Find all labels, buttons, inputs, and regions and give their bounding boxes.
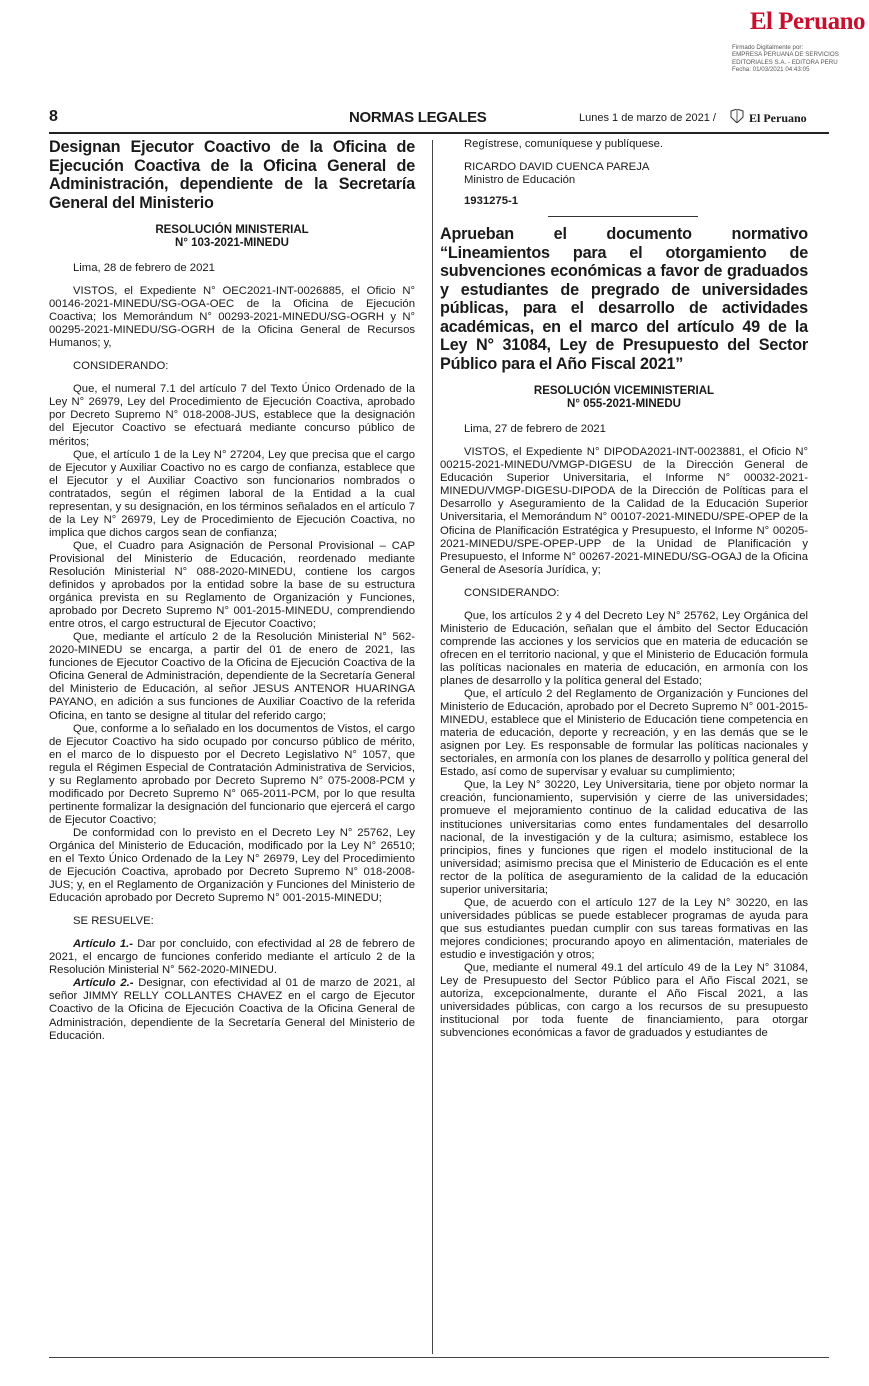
resolution-type: RESOLUCIÓN VICEMINISTERIAL xyxy=(533,385,715,398)
vistos-paragraph: VISTOS, el Expediente N° OEC2021-INT-0026885, el Oficio N° 00146-2021-MINEDU/SG-OGA-OEC de la Oficina de Ejecución Coactiva; los Memorándum N° 00293-2021-MINEDU/SG-OGRH y N° 00295-2021-MINEDU/SG-OGRH de la Oficina General de Recursos Humanos; y, xyxy=(49,285,415,350)
coat-of-arms-icon xyxy=(729,109,745,123)
article-2 xyxy=(49,977,415,1042)
signer-name: RICARDO DAVID CUENCA PAREJA xyxy=(464,161,650,174)
resolution-heading xyxy=(440,385,808,411)
left-column xyxy=(49,138,415,1043)
page-header xyxy=(49,108,829,130)
publication-code: 1931275-1 xyxy=(464,195,519,208)
signer-title: Ministro de Educación xyxy=(464,174,576,187)
body-paragraph: Que, la Ley N° 30220, Ley Universitaria, tiene por objeto normar la creación, funcionamiento, supervisión y cierre de las universidades; promueve el mejoramiento continuo de la calidad educativa de las instituciones universitarias como entes fundamentales del desarrollo nacional, de la investigación y de la cultura; asimismo, establece los principios, fines y funciones que rigen el modelo institucional de la universidad; asimismo precisa que el Ministerio de Educación es el ente rector de la política de aseguramiento de la calidad de la educación superior universitaria; xyxy=(440,779,808,896)
body-paragraph: Que, el artículo 1 de la Ley N° 27204, Ley que precisa que el cargo de Ejecutor y Auxiliar Coactivo no es cargo de confianza, establece que el Ejecutor y el Auxiliar Coactivo son funcionarios nombrados o contratados, según el régimen laboral de la Entidad a la cual representan, y su designación, en los términos señalados en el artículo 7 de la Ley N° 26979, Ley de Procedimiento de Ejecución Coactiva, no implica que dichos cargos sean de confianza; xyxy=(49,448,415,539)
considerando-heading: CONSIDERANDO: xyxy=(464,586,560,599)
body-paragraph: Que, conforme a lo señalado en los documentos de Vistos, el cargo de Ejecutor Coactivo ha sido ocupado por concurso público de mérito, en el marco de lo dispuesto por el Decreto Legislativo N° 1057, que regula el Régimen Especial de Contratación Administrativa de Servicios, y su Reglamento aprobado por Decreto Supremo N° 075-2008-PCM y modificado por Decreto Supremo N° 065-2011-PCM, por lo que resulta pertinente formalizar la designación del funcionario que ejercerá el cargo de Ejecutor Coactivo; xyxy=(49,722,415,826)
article-title: Aprueban el documento normativo “Lineamientos para el otorgamiento de subvenciones económicas a favor de graduados y estudiantes de pregrado de universidades públicas, para el desarrollo de actividades académicas, en el marco del artículo 49 de la Ley N° 31084, Ley de Presupuesto del Sector Público para el Año Fiscal 2021” xyxy=(440,225,808,373)
separator-rule xyxy=(548,216,698,217)
considerando-heading: CONSIDERANDO: xyxy=(73,360,169,373)
place-date: Lima, 28 de febrero de 2021 xyxy=(73,262,215,274)
closing-formula: Regístrese, comuníquese y publíquese. xyxy=(464,138,664,150)
column-divider xyxy=(432,140,433,1354)
body-paragraph: De conformidad con lo previsto en el Decreto Ley N° 25762, Ley Orgánica del Ministerio de Educación, modificado por la Ley N° 26510; en el Texto Único Ordenado de la Ley N° 26979, Ley del Procedimiento de Ejecución Coactiva, aprobado por Decreto Supremo N° 018-2008-JUS; y, en el Reglamento de Organización y Funciones del Ministerio de Educación aprobado por Decreto Supremo N° 001-2015-MINEDU; xyxy=(49,826,415,905)
signature-line: EMPRESA PERUANA DE SERVICIOS xyxy=(732,51,839,59)
article-title: Designan Ejecutor Coactivo de la Oficina de Ejecución Coactiva de la Oficina General de Administración, dependiente de la Secretaría General del Ministerio xyxy=(49,138,415,212)
signature-line: Firmado Digitalmente por: xyxy=(732,44,804,51)
resolution-number: N° 055-2021-MINEDU xyxy=(567,398,681,411)
header-rule xyxy=(49,132,829,134)
right-column xyxy=(440,138,808,1040)
header-publication: El Peruano xyxy=(749,111,807,125)
article-1-label: Artículo 1.- xyxy=(73,938,134,951)
body-paragraph: Que, mediante el artículo 2 de la Resolución Ministerial N° 562-2020-MINEDU se encarga, a partir del 01 de enero de 2021, las funciones de Ejecutor Coactivo de la Oficina de Ejecución Coactiva de la Oficina General de Administración, dependiente de la Secretaría General del Ministerio de Educación, al señor JESUS ANTENOR HUARINGA PAYANO, en adición a sus funciones de Auxiliar Coactivo de la referida Oficina, en tanto se designe al titular del referido cargo; xyxy=(49,631,415,722)
el-peruano-logo: El Peruano xyxy=(749,8,865,35)
place-date: Lima, 27 de febrero de 2021 xyxy=(464,423,606,436)
body-paragraph: Que, el Cuadro para Asignación de Personal Provisional – CAP Provisional del Ministerio de Educación, reordenado mediante Resolución Ministerial N° 088-2020-MINEDU, contiene los cargos definidos y aprobados por la entidad sobre la base de su estructura orgánica prevista en su Reglamento de Organización y Funciones, aprobado por Decreto Supremo N° 001-2015-MINEDU, comprendiendo entre otros, el cargo estructural de Ejecutor Coactivo; xyxy=(49,539,415,631)
resolution-heading xyxy=(49,224,415,250)
article-2-label: Artículo 2.- xyxy=(73,977,134,990)
vistos-paragraph: VISTOS, el Expediente N° DIPODA2021-INT-0023881, el Oficio N° 00215-2021-MINEDU/VMGP-DIGESU de la Dirección General de Educación Superior Universitaria, el Informe N° 00032-2021-MINEDU/VMGP-DIGESU-DIPODA de la Dirección de Políticas para el Desarrollo y Aseguramiento de la Calidad de la Educación Superior Universitaria, el Memorándum N° 00107-2021-MINEDU/SPE-OPEP de la Oficina de Planificación Estratégica y Presupuesto, el Informe N° 00205-2021-MINEDU/SPE-OPEP-UPP de la Unidad de Planificación y Presupuesto, el Informe N° 00267-2021-MINEDU/SG-OGAJ de la Oficina General de Asesoría Jurídica, y; xyxy=(440,446,808,576)
article-2-text: Designar, con efectividad al 01 de marzo de 2021, al señor JIMMY RELLY COLLANTES CHAVEZ en el cargo de Ejecutor Coactivo de la Oficina de Ejecución Coactiva de la Oficina General de Administración, dependiente de la Secretaría General del Ministerio de Educación. xyxy=(49,977,416,1042)
page-number: 8 xyxy=(49,108,58,125)
resolution-number: N° 103-2021-MINEDU xyxy=(175,237,289,249)
body-paragraph: Que, mediante el numeral 49.1 del artículo 49 de la Ley N° 31084, Ley de Presupuesto del Sector Público para el Año Fiscal 2021, se autoriza, excepcionalmente, durante el Año Fiscal 2021, a las universidades públicas, con cargo a los recursos de su presupuesto institucional por toda fuente de financiamiento, para otorgar subvenciones económicas a favor de graduados y estudiantes de xyxy=(440,962,808,1040)
digital-signature-block xyxy=(732,44,864,74)
body-paragraph: Que, de acuerdo con el artículo 127 de la Ley N° 30220, en las universidades públicas se puede establecer programas de ayuda para que sus estudiantes puedan cumplir con sus tareas formativas en las mejores condiciones; procurando apoyo en alimentación, materiales de estudio e investigación y otros; xyxy=(440,896,808,961)
signature-line: Fecha: 01/03/2021 04:43:05 xyxy=(732,66,810,74)
se-resuelve-heading: SE RESUELVE: xyxy=(73,915,154,928)
article-1 xyxy=(49,938,415,977)
signature-line: EDITORIALES S.A. - EDITORA PERU xyxy=(732,58,838,66)
article-1-text: Dar por concluido, con efectividad al 28 de febrero de 2021, el encargo de funciones conferido mediante el artículo 2 de la Resolución Ministerial N° 562-2020-MINEDU. xyxy=(49,938,416,977)
body-paragraph: Que, el artículo 2 del Reglamento de Organización y Funciones del Ministerio de Educación, aprobado por el Decreto Supremo N° 001-2015-MINEDU, establece que el Ministerio de Educación tiene competencia en materia de educación, deporte y recreación, y en las demás que se le asignen por Ley. Es responsable de formular las políticas nacionales y sectoriales, en armonía con los planes de desarrollo y política general del Estado, así como de supervisar y evaluar su cumplimiento; xyxy=(440,688,808,779)
footer-rule xyxy=(49,1357,829,1358)
section-title: NORMAS LEGALES xyxy=(349,109,487,126)
resolution-type: RESOLUCIÓN MINISTERIAL xyxy=(155,224,309,236)
body-paragraph: Que, el numeral 7.1 del artículo 7 del Texto Único Ordenado de la Ley N° 26979, Ley del Procedimiento de Ejecución Coactiva, aprobado por Decreto Supremo N° 018-2008-JUS, establece que la designación del Ejecutor Coactivo se efectuará mediante concurso público de méritos; xyxy=(49,383,415,448)
body-paragraph: Que, los artículos 2 y 4 del Decreto Ley N° 25762, Ley Orgánica del Ministerio de Educación, señalan que el ámbito del Sector Educación comprende las acciones y los servicios que en materia de educación se ofrecen en el territorio nacional, y que el Ministerio de Educación formula las políticas nacionales en materia de educación, en armonía con los planes de desarrollo y la política general del Estado; xyxy=(440,609,808,687)
header-date: Lunes 1 de marzo de 2021 / xyxy=(579,112,716,124)
